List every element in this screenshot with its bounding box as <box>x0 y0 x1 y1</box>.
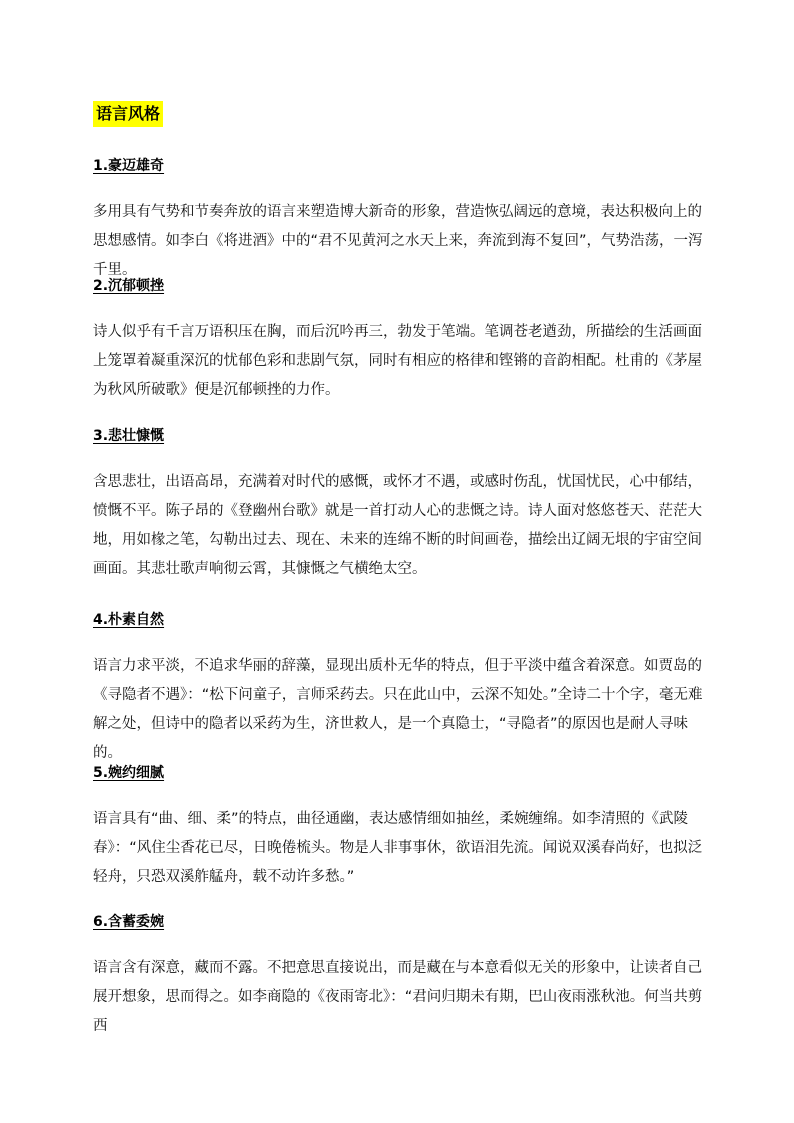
style-paragraph: 多用具有气势和节奏奔放的语言来塑造博大新奇的形象，营造恢弘阔远的意境，表达积极向上的思想感情。如李白《将进酒》中的“君不见黄河之水天上来，奔流到海不复回”，气势浩荡，一泻千里。 <box>93 204 703 278</box>
style-heading: 2.沉郁顿挫 <box>93 278 165 294</box>
style-paragraph: 语言含有深意，藏而不露。不把意思直接说出，而是藏在与本意看似无关的形象中，让读者自己展开想象，思而得之。如李商隐的《夜雨寄北》：“君问归期未有期，巴山夜雨涨秋池。何当共剪西 <box>93 960 703 1034</box>
style-section-5 <box>93 763 713 892</box>
section-title: 语言风格 <box>93 101 163 127</box>
style-paragraph: 语言具有“曲、细、柔”的特点，曲径通幽，表达感情细如抽丝，柔婉缠绵。如李清照的《武陵春》：“风住尘香花已尽，日晚倦梳头。物是人非事事休，欲语泪先流。闻说双溪春尚好，也拟泛轻舟，只恐双溪舴艋舟，载不动许多愁。” <box>93 811 703 885</box>
style-paragraph: 含思悲壮，出语高昂，充满着对时代的感慨，或怀才不遇，或感时伤乱，忧国忧民，心中郁结，愤慨不平。陈子昂的《登幽州台歌》就是一首打动人心的悲慨之诗。诗人面对悠悠苍天、茫茫大地，用如椽之笔，勾勒出过去、现在、未来的连绵不断的时间画卷，描绘出辽阔无垠的宇宙空间画面。其悲壮歌声响彻云霄，其慷慨之气横绝太空。 <box>93 474 702 577</box>
style-section-2 <box>93 276 713 405</box>
style-section-3 <box>93 426 713 584</box>
style-heading: 6.含蓄委婉 <box>93 914 165 930</box>
style-heading: 4.朴素自然 <box>93 612 165 628</box>
style-section-4 <box>93 610 713 768</box>
style-section-1 <box>93 156 713 285</box>
style-heading: 1.豪迈雄奇 <box>93 158 165 174</box>
style-heading: 5.婉约细腻 <box>93 765 165 781</box>
style-paragraph: 诗人似乎有千言万语积压在胸，而后沉吟再三，勃发于笔端。笔调苍老遒劲，所描绘的生活画面上笼罩着凝重深沉的忧郁色彩和悲剧气氛，同时有相应的格律和铿锵的音韵相配。杜甫的《茅屋为秋风所破歌》便是沉郁顿挫的力作。 <box>93 324 702 398</box>
style-paragraph: 语言力求平淡，不追求华丽的辞藻，显现出质朴无华的特点，但于平淡中蕴含着深意。如贾岛的《寻隐者不遇》：“松下问童子，言师采药去。只在此山中，云深不知处。”全诗二十个字，毫无难解之处，但诗中的隐者以采药为生，济世救人，是一个真隐士，“寻隐者”的原因也是耐人寻味的。 <box>93 658 703 761</box>
style-section-6 <box>93 912 713 1041</box>
style-heading: 3.悲壮慷慨 <box>93 428 165 444</box>
